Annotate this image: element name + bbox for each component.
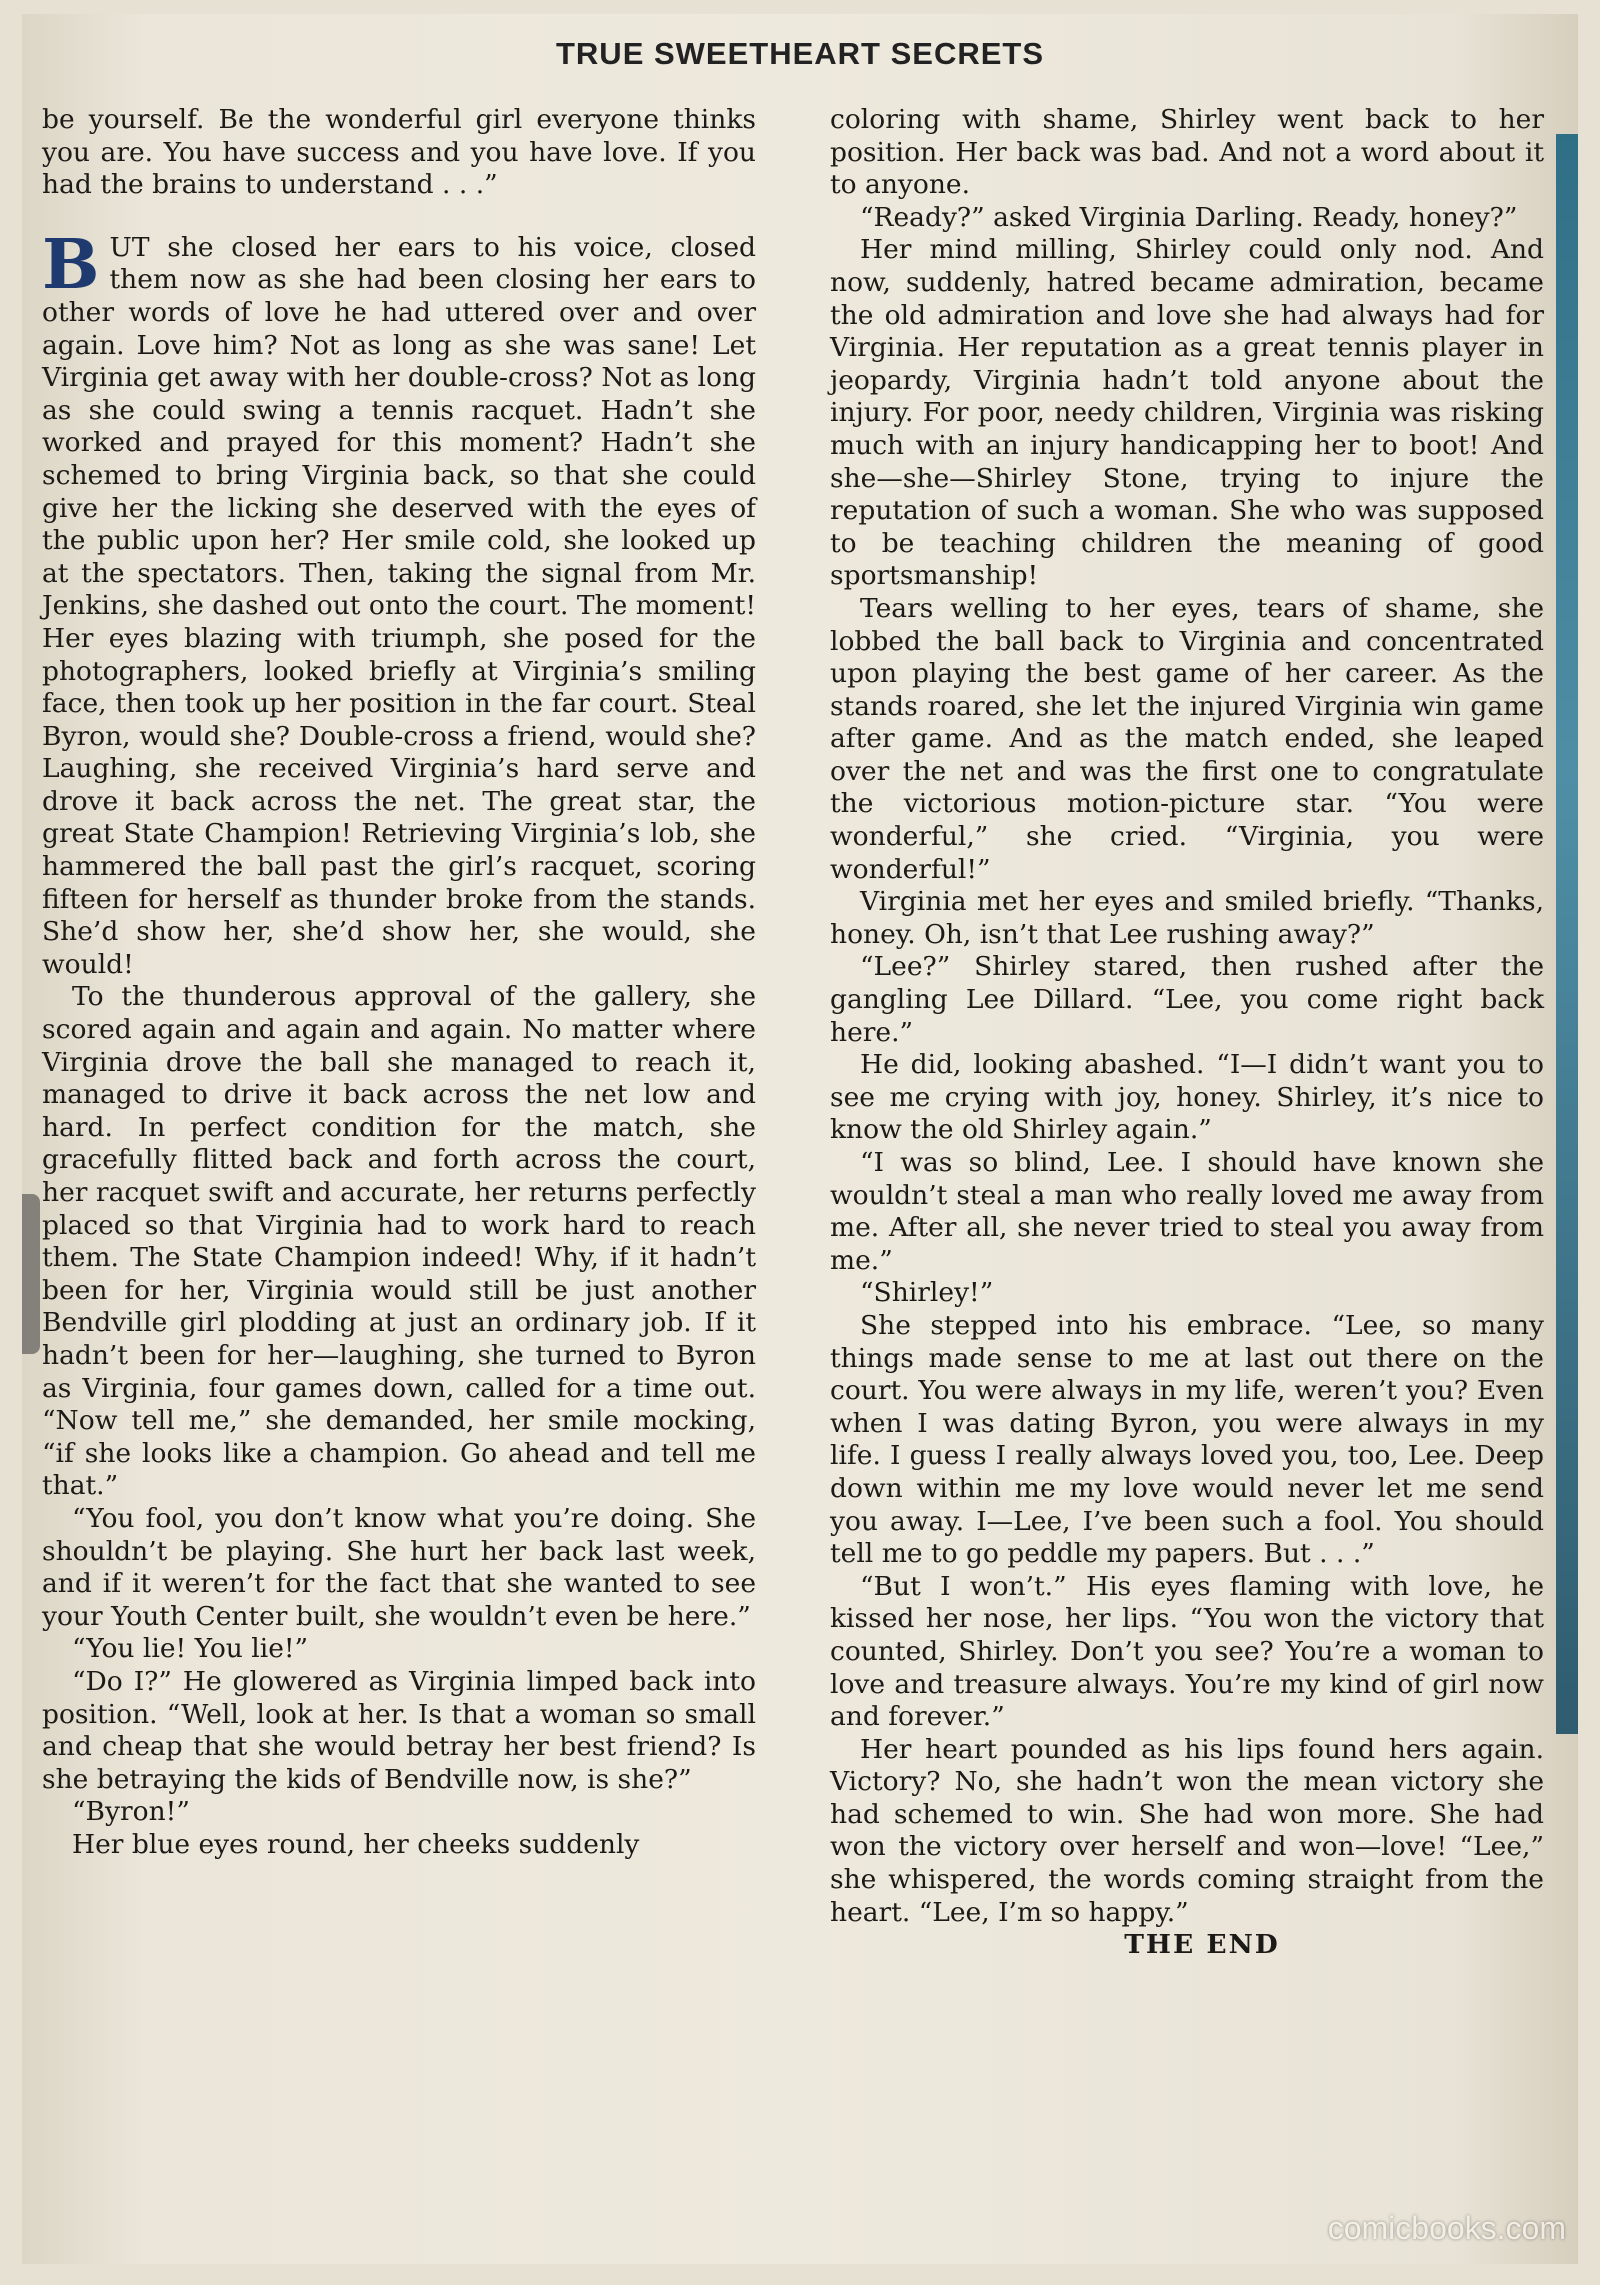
paragraph: “Shirley!” bbox=[860, 1277, 994, 1309]
paragraph-text: UT she closed her ears to his voice, closed them now as she had been closing her ears to other words of love he had uttered over and over again. Love him? Not as long as she was sane! Let Virginia get away with her double-cross? Not as long as she could swing a tennis racquet. Hadn’t she worked and prayed for this moment? Hadn’t she schemed to bring Virginia back, so that she could give her the licking she deserved with the eyes of the public upon her? Her smile cold, she looked up at the spectators. Then, taking the signal from Mr. Jenkins, she dashed out onto the court. The moment! Her eyes blazing with triumph, she posed for the photographers, looked briefly at Virginia’s smiling face, then took up her position in the far court. Steal Byron, would she? Double-cross a friend, would she? Laughing, she received Virginia’s hard serve and drove it back across the net. The great star, the great State Champion! Retrieving Virginia’s lob, she hammered the ball past the girl’s racquet, scoring fifteen for herself as thunder broke from the stands. She’d show her, she’d show her, she would, she would! bbox=[42, 231, 756, 980]
paragraph: “Do I?” He glowered as Virginia limped back into position. “Well, look at her. Is that a woman so small and cheap that she would betray her best friend? Is she betraying the kids of Bendville now, is she?” bbox=[42, 1665, 756, 1795]
the-end-label: THE END bbox=[1124, 1929, 1280, 1961]
drop-cap: B bbox=[42, 224, 100, 305]
paragraph: Her mind milling, Shirley could only nod. And now, suddenly, hatred became admiration, became the old admiration and love she had always had for Virginia. Her reputation as a great tennis player in jeopardy, Virginia hadn’t told anyone about the injury. For poor, needy children, Virginia was risking much with an injury handicapping her to boot! And she—she—Shirley Stone, trying to injure the reputation of such a woman. She who was supposed to be teaching children the meaning of good sportsmanship! bbox=[830, 234, 1544, 592]
paragraph: be yourself. Be the wonderful girl everyone thinks you are. You have success and you have love. If you had the brains to understand . . .” bbox=[42, 104, 756, 201]
page-edge-shadow bbox=[22, 1194, 40, 1354]
paragraph: Tears welling to her eyes, tears of shame, she lobbed the ball back to Virginia and concentrated upon playing the best game of her career. As the stands roared, she let the injured Virginia win game after game. And as the match ended, she leaped over the net and was the first one to congratulate the victorious motion-picture star. “You were wonderful,” she cried. “Virginia, you were wonderful!” bbox=[830, 592, 1544, 885]
paragraph: Her heart pounded as his lips found hers again. Victory? No, she hadn’t won the mean victory she had schemed to win. She had won more. She had won the victory over herself and won—love! “Lee,” she whispered, the words coming straight from the heart. “Lee, I’m so happy.” bbox=[830, 1733, 1544, 1928]
paragraph: “You lie! You lie!” bbox=[72, 1633, 309, 1665]
paragraph: She stepped into his embrace. “Lee, so many things made sense to me at last out there on the court. You were always in my life, weren’t you? Even when I was dating Byron, you were always in my life. I guess I really always loved you, too, Lee. Deep down within me my love would never let me send you away. I—Lee, I’ve been such a fool. You should tell me to go peddle my papers. But . . .” bbox=[830, 1309, 1544, 1570]
paragraph: “Lee?” Shirley stared, then rushed after the gangling Lee Dillard. “Lee, you come right back here.” bbox=[830, 951, 1544, 1048]
paragraph: “But I won’t.” His eyes flaming with love, he kissed her nose, her lips. “You won the victory that counted, Shirley. Don’t you see? You’re a woman to love and treasure always. You’re my kind of girl now and forever.” bbox=[830, 1570, 1544, 1733]
paragraph: “Byron!” bbox=[72, 1796, 190, 1828]
running-header: TRUE SWEETHEART SECRETS bbox=[555, 36, 1045, 71]
watermark: comicbooks.com bbox=[1327, 2210, 1566, 2246]
paragraph: “Ready?” asked Virginia Darling. Ready, honey?” bbox=[860, 201, 1518, 233]
paragraph: Virginia met her eyes and smiled briefly. “Thanks, honey. Oh, isn’t that Lee rushing away?” bbox=[830, 886, 1544, 950]
paragraph: To the thunderous approval of the gallery, she scored again and again and again. No matter where Virginia drove the ball she managed to reach it, managed to drive it back across the net low and hard. In perfect condition for the match, she gracefully flitted back and forth across the court, her racquet swift and accurate, her returns perfectly placed so that Virginia had to work hard to reach them. The State Champion indeed! Why, if it hadn’t been for her, Virginia would still be just another Bendville girl plodding at just an ordinary job. If it hadn’t been for her—laughing, she turned to Byron as Virginia, four games down, called for a time out. “Now tell me,” she demanded, her smile mocking, “if she looks like a champion. Go ahead and tell me that.” bbox=[42, 981, 756, 1502]
right-column bbox=[830, 104, 1544, 1962]
left-column bbox=[42, 104, 756, 1861]
paragraph: He did, looking abashed. “I—I didn’t want you to see me crying with joy, honey. Shirley, it’s nice to know the old Shirley again.” bbox=[830, 1049, 1544, 1146]
paragraph: “I was so blind, Lee. I should have known she wouldn’t steal a man who really loved me away from me. After all, she never tried to steal you away from me.” bbox=[830, 1147, 1544, 1276]
paragraph: “You fool, you don’t know what you’re doing. She shouldn’t be playing. She hurt her back last week, and if it weren’t for the fact that she wanted to see your Youth Center built, she wouldn’t even be here.” bbox=[42, 1502, 756, 1632]
paragraph: coloring with shame, Shirley went back to her position. Her back was bad. And not a word about it to anyone. bbox=[830, 104, 1544, 201]
paragraph: Her blue eyes round, her cheeks suddenly bbox=[72, 1828, 640, 1860]
dropcap-paragraph bbox=[42, 224, 756, 982]
adjacent-page-edge bbox=[1556, 134, 1578, 1734]
